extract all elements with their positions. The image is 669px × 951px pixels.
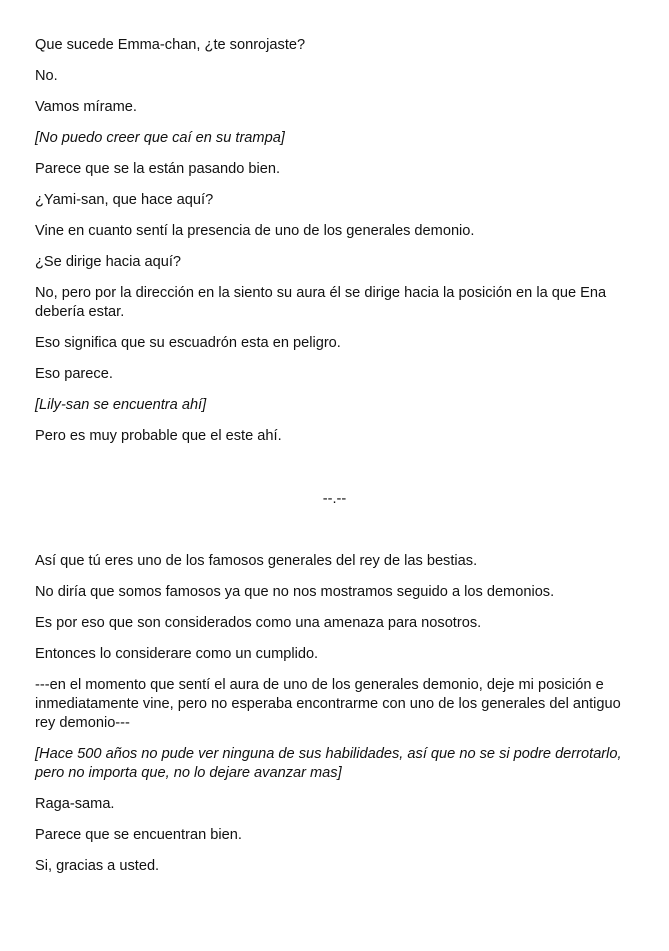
paragraph: Entonces lo considerare como un cumplido.	[35, 646, 319, 662]
thought-paragraph: [No puedo creer que caí en su trampa]	[35, 130, 285, 146]
paragraph: ---en el momento que sentí el aura de uno de los generales demonio, deje mi posición e inmediatamente vine, pero no esperaba encontrarme con uno de los generales del antiguo rey demonio---	[35, 677, 621, 731]
thought-paragraph: [Lily-san se encuentra ahí]	[35, 397, 207, 413]
paragraph: Vamos mírame.	[35, 99, 137, 115]
paragraph: Así que tú eres uno de los famosos generales del rey de las bestias.	[35, 553, 478, 569]
paragraph: Pero es muy probable que el este ahí.	[35, 428, 282, 444]
paragraph: Eso parece.	[35, 366, 113, 382]
paragraph: No, pero por la dirección en la siento su aura él se dirige hacia la posición en la que Ena debería estar.	[35, 285, 607, 320]
paragraph: Eso significa que su escuadrón esta en peligro.	[35, 335, 341, 351]
paragraph: Es por eso que son considerados como una amenaza para nosotros.	[35, 615, 482, 631]
thought-paragraph: [Hace 500 años no pude ver ninguna de sus habilidades, así que no se si podre derrotarlo, pero no importa que, no lo dejare avanzar mas]	[35, 746, 622, 781]
scene-separator: --.--	[322, 491, 347, 507]
paragraph: No diría que somos famosos ya que no nos mostramos seguido a los demonios.	[35, 584, 555, 600]
paragraph: Raga-sama.	[35, 796, 115, 812]
paragraph: ¿Se dirige hacia aquí?	[35, 254, 182, 270]
paragraph: No.	[35, 68, 58, 84]
paragraph: Si, gracias a usted.	[35, 858, 160, 874]
paragraph: Vine en cuanto sentí la presencia de uno de los generales demonio.	[35, 223, 475, 239]
paragraph: Que sucede Emma-chan, ¿te sonrojaste?	[35, 37, 306, 53]
paragraph: Parece que se la están pasando bien.	[35, 161, 281, 177]
paragraph: Parece que se encuentran bien.	[35, 827, 242, 843]
paragraph: ¿Yami-san, que hace aquí?	[35, 192, 214, 208]
